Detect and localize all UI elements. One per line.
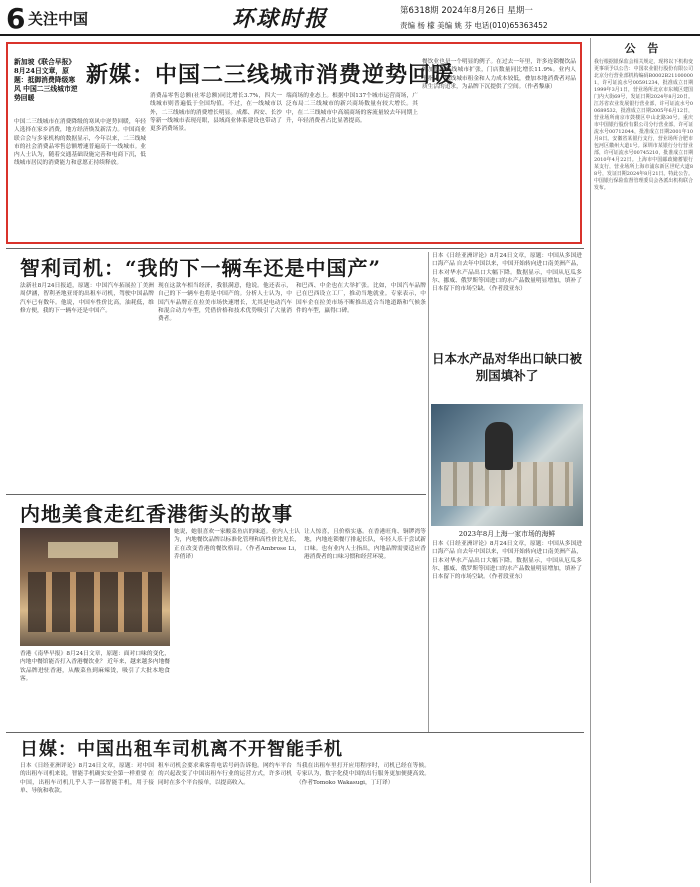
hk-restaurant-photo [20,528,170,646]
japan-seafood-text-cont: 日本《日经亚洲评论》8月24日文章，原题：中国从多国进口海产品 自去年中国以来，中国开始转向进口南美洲产品，日本对华水产品出口大幅下降。数据显示，中国从厄瓜多尔、挪威、俄罗斯等国进口的水产品数量明显增加，填补了日本留下的市场空缺。（作者段亚东） [432,541,582,581]
lead-headline: 新媒：中国二三线城市消费逆势回暖 [86,63,455,88]
lead-deck: 新加坡《联合早报》8月24日文章，原题：抵御消费降级寒风 中国二三线城市逆势回暖 [14,58,78,102]
seafood-photo-caption: 2023年8月上海一家市场的海鲜 [458,530,556,538]
japan-seafood-text: 日本《日经亚洲评论》8月24日文章，原题：中国从多国进口海产品 自去年中国以来，中国开始转向进口南美洲产品，日本对华水产品出口大幅下降。数据显示，中国从厄瓜多尔、挪威、俄罗斯等国进口的水产品数量明显增加，填补了日本留下的市场空缺。（作者段亚东） [432,253,582,293]
chile-article-title: 智利司机：“我的下一辆车还是中国产” [20,256,382,280]
seafood-market-photo [431,404,583,526]
masthead-logo: 环球时报 [232,6,329,32]
chile-col-1: 法新社8月24日报道，原题：中国汽车拓展拉丁美洲 周伊涵，智利圣地亚哥的出租车司机，驾驶中国品牌汽车已有数年。他说，中国车性价比高，油耗低，维修方便，我的下一辆车还是中国产。 [20,283,154,314]
taxi-col-1: 日本《日经亚洲评论》8月24日文章，原题：对中国的出租车司机来说，智能手机确实安全第一样重要 在中国，出租车司机几乎人手一部智能手机，用于接单、导航和收款。 [20,763,154,794]
hk-col-3: 让人惊喜，且价格实惠。在香港旺角、铜锣湾等地，内地连锁餐厅排起长队，年轻人乐于尝试新口味。也有业内人士指出，内地品牌需要适应香港消费者的口味习惯和经营环境。 [304,529,426,560]
notice-title: 公 告 [624,42,663,55]
section-title: 关注中国 [28,10,89,28]
hk-col-1: 香港《南华早报》8月24日文章，原题：面对口味的变化，内地中餐馆能否打入香港餐饮业？ 近年来，越来越多内地餐饮品牌进驻香港，从酸菜鱼到麻辣烫，吸引了大批本地食客。 [20,651,170,682]
lead-col-1: 中国二三线城市在消费降级的寒风中逆势回暖，年轻人选择在家乡消费，地方经济焕发新活力。中国商业联合会与多家机构的数据显示，今年以来，二三线城市的社会消费品零售总额增速普遍高于一线城市。业内人士认为，随着交通基础设施完善和电商下沉，低线城市居民的消费能力和意愿正持续释放。 [14,119,146,167]
column-divider [428,252,429,732]
taxi-article-title: 日媒：中国出租车司机离不开智能手机 [20,739,343,760]
chile-col-3: 和巴西、中企也在大举扩张。比如，中国汽车品牌已在巴西设立工厂，推动当地就业。专家表示，中国车企在拉美市场不断推出适合当地道路和气候条件的车型，赢得口碑。 [296,283,426,314]
divider [6,732,584,733]
issue-info: 第6318期 2024年8月26日 星期一 [400,6,533,16]
notice-text: 我行根据银保监会相关规定，现将以下机构变更事项予以公告：中国农业银行股份有限公司北京分行营业部机构编码B0002B211000001，许可证流水号00591234，批准成立日期1999年3月1日，营业场所北京市东城区建国门内大街69号，发证日期2024年8月20日。江苏省农业发展银行营业部，许可证流水号00689532，批准成立日期2005年6月12日，营业场所南京市鼓楼区中山北路30号。重庆市中国银行股份有限公司分行营业部，许可证流水号00712044，批准成立日期2001年10月8日。安徽省某银行支行，营业场所合肥市包河区徽州大道1号。深圳市某银行分行营业部，许可证流水号00745210，批准成立日期2010年4月22日。上海市中国邮政储蓄银行某支行，营业场所上海市浦东新区世纪大道88号，发证日期2024年8月21日。特此公告。中国银行保险监督管理委员会各派出机构联合发布。 [594,59,693,191]
editor-info: 责编 杨 檬 美编 姚 芬 电话(010)65363452 [400,21,548,30]
page-header [0,0,700,36]
lead-col-4: 餐饮业也是一个明显的例子。在过去一年里，许多连锁餐饮品牌加快向低线城市扩张，门店数量同比增长11.9%。业内人士指出，低线城市租金和人力成本较低，叠加本地消费者对品质生活的追求，为品牌下沉提供了空间。（作者黎康） [422,59,576,90]
divider [6,248,584,249]
japan-seafood-title: 日本水产品对华出口缺口被别国填补了 [432,351,583,383]
lead-col-3: 端商场的业态上。根据中国137个城市运营商场，广泛布局二三线城市的新兴商场数量有较大增长。其中，在二三线城市中高端商场的客流量较去年同期上升，年轻消费者占比显著提高。 [286,93,418,124]
hk-food-article-title: 内地美食走红香港街头的故事 [20,502,293,526]
divider [6,494,426,495]
chile-col-2: 现在这款车相当经济，我很满意，他说。他还表示，自己的下一辆车也将是中国产的。分析人士认为，中国汽车品牌正在拉美市场快速增长，尤其是电动汽车和混合动力车型，凭借价格和技术优势吸引了大量消费者。 [158,283,292,323]
notice-column [590,38,696,883]
taxi-col-3: 当我在出租车里打开应用程序时，司机已经在等候。专家认为，数字化使中国的出行服务更加便捷高效。（作者Tomoko Wakasugi，丁玎译） [296,763,430,786]
hk-col-2: 她说，她很喜欢一家酸菜鱼店的味道。业内人士认为，内地餐饮品牌以标准化管理和高性价比见长，正在改变香港的餐饮格局。（作者Ambrose Li，乔俏译） [174,529,300,560]
taxi-col-2: 租车司机会要求乘客将电话号码告诉他。网约车平台的兴起改变了中国出租车行业的运营方式，许多司机同时在多个平台接单，以提高收入。 [158,763,292,786]
page-number: 6 [6,2,26,35]
lead-col-2: 消费品零售总额(社零总额)同比增长3.7%，四大一线城市则普遍低于全国均值。不过，在一线城市以外，二三线城市的消费增长明显。成都、西安、长沙等新一线城市表现亮眼，县域商业体系建设也带动了更多消费场景。 [150,93,282,133]
